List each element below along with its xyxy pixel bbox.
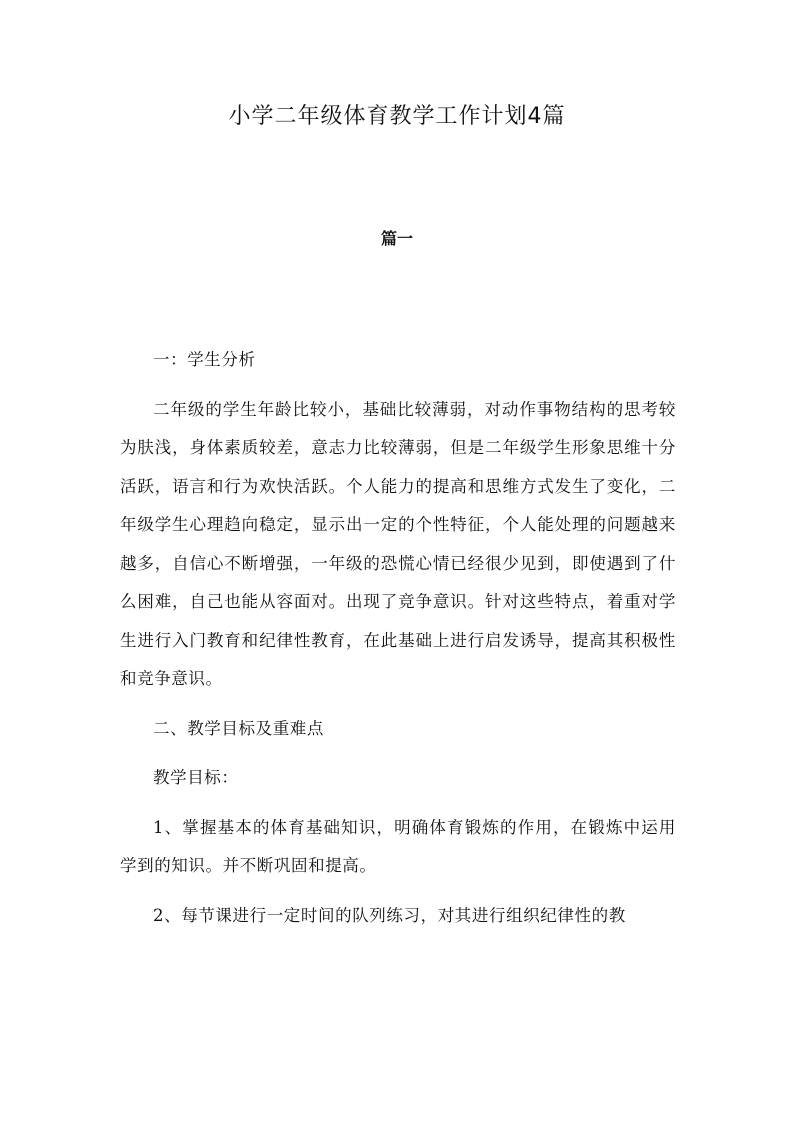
document-title: 小学二年级体育教学工作计划4篇 bbox=[228, 104, 566, 129]
paragraph-objectives-label: 教学目标： bbox=[153, 768, 239, 787]
paragraph-objectives-heading: 二、教学目标及重难点 bbox=[153, 718, 324, 738]
section-heading: 篇一 bbox=[380, 229, 413, 248]
paragraph-objective-1: 1、掌握基本的体育基础知识，明确体育锻炼的作用，在锻炼中运用学到的知识。并不断巩固和提高。 bbox=[120, 817, 676, 875]
paragraph-student-analysis: 二年级的学生年龄比较小，基础比较薄弱，对动作事物结构的思考较为肤浅，身体素质较差，意志力比较薄弱，但是二年级学生形象思维十分活跃，语言和行为欢快活跃。个人能力的提高和思维方式发生了变化，二年级学生心理趋向稳定，显示出一定的个性特征，个人能处理的问题越来越多，自信心不断增强，一年级的恐慌心情已经很少见到，即使遇到了什么困难，自己也能从容面对。出现了竞争意识。针对这些特点，着重对学生进行入门教育和纪律性教育，在此基础上进行启发诱导，提高其积极性和竞争意识。 bbox=[120, 399, 676, 688]
paragraph-student-analysis-heading: 一：学生分析 bbox=[153, 350, 256, 369]
paragraph-objective-2: 2、每节课进行一定时间的队列练习，对其进行组织纪律性的教 bbox=[153, 905, 626, 925]
document-body bbox=[120, 341, 676, 935]
